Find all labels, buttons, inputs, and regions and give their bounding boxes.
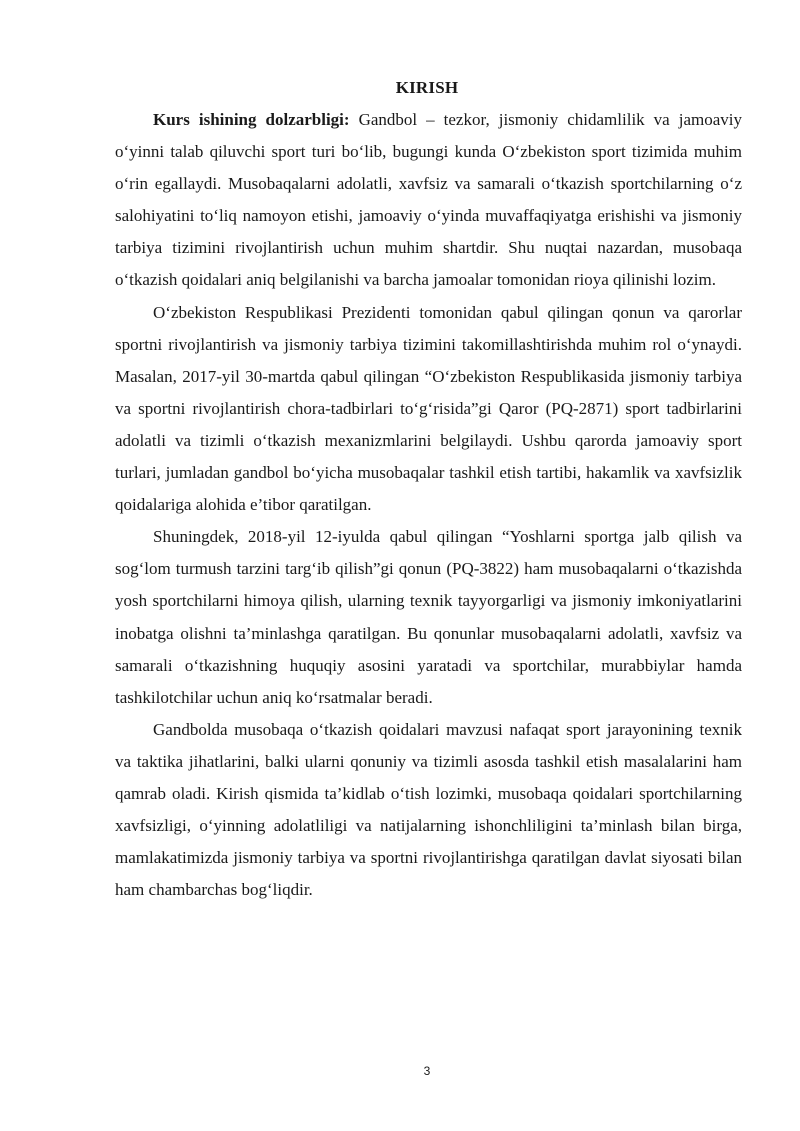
page-number: 3: [423, 1064, 431, 1078]
paragraph-relevance: [115, 104, 742, 297]
paragraph-rules-topic: Gandbolda musobaqa o‘tkazish qoidalari mavzusi nafaqat sport jarayonining texnik va taktika jihatlarini, balki ularni qonuniy va tizimli asosda tashkil etish masalalarini ham qamrab oladi. Kirish qismida ta’kidlab o‘tish lozimki, musobaqa qoidalari sportchilarning xavfsizligi, o‘yinning adolatliligi va natijalarning ishonchliligini ta’minlash bilan birga, mamlakatimizda jismoniy tarbiya va sportni rivojlantirishga qaratilgan davlat siyosati bilan ham chambarchas bog‘liqdir.: [115, 719, 742, 900]
section-heading: KIRISH: [395, 78, 459, 97]
paragraph-youth-law: Shuningdek, 2018-yil 12-iyulda qabul qilingan “Yoshlarni sportga jalb qilish va sog‘lom turmush tarzini targ‘ib qilish”gi qonun (PQ-3822) ham musobaqalarni o‘tkazishda yosh sportchilarni himoya qilish, ularning texnik tayyorgarligi va jismoniy imkoniyatlarini inobatga olishni ta’minlashga qaratilgan. Bu qonunlar musobaqalarni adolatli, xavfsiz va samarali o‘tkazishning huquqiy asosini yaratadi va sportchilar, murabbiylar hamda tashkilotchilar uchun aniq ko‘rsatmalar beradi.: [115, 527, 742, 707]
paragraph-presidential-decisions: O‘zbekiston Respublikasi Prezidenti tomonidan qabul qilingan qonun va qarorlar sportni rivojlantirish va jismoniy tarbiya tizimini takomillashtirishda muhim rol o‘ynaydi. Masalan, 2017-yil 30-martda qabul qilingan “O‘zbekiston Respublikasida jismoniy tarbiya va sportni rivojlantirish chora-tadbirlari to‘g‘risida”gi Qaror (PQ-2871) sport tadbirlarini adolatli va tizimli o‘tkazish mexanizmlarini belgilaydi. Ushbu qarorda jamoaviy sport turlari, jumladan gandbol bo‘yicha musobaqalar tashkil etish tartibi, hakamlik va xavfsizlik qoidalariga alohida e’tibor qaratilgan.: [115, 302, 742, 515]
paragraph-lead-label: Kurs ishining dolzarbligi:: [153, 110, 350, 129]
body-text: [115, 104, 742, 906]
paragraph-text: Gandbol – tezkor, jismoniy chidamlilik va jamoaviy o‘yinni talab qiluvchi sport turi bo‘lib, bugungi kunda O‘zbekiston sport tizimida muhim o‘rin egallaydi. Musobaqalarni adolatli, xavfsiz va samarali o‘tkazish sportchilarning o‘z salohiyatini to‘liq namoyon etishi, jamoaviy o‘yinda muvaffaqiyatga erishishi va jismoniy tarbiya tizimini rivojlantirish uchun muhim shartdir. Shu nuqtai nazardan, musobaqa o‘tkazish qoidalari aniq belgilanishi va barcha jamoalar tomonidan rioya qilinishi lozim.: [115, 110, 742, 290]
